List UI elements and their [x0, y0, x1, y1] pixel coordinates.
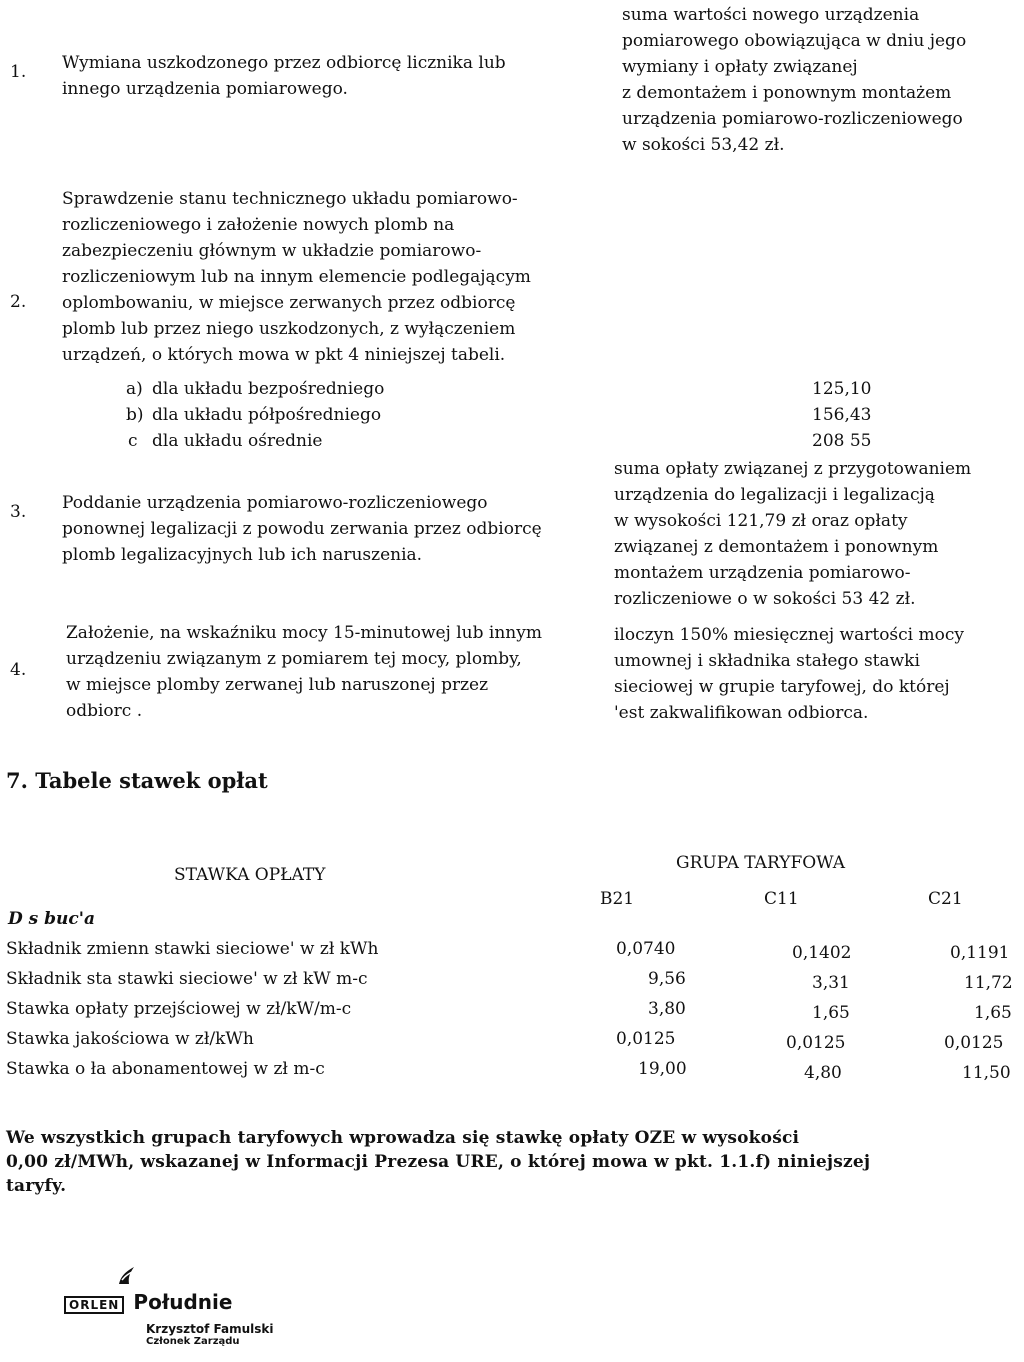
orlen-drop-icon [116, 1264, 138, 1290]
cell-c11: 4,80 [804, 1063, 842, 1083]
sub-item-c [0, 428, 1024, 454]
sub-item-text: dla układu bezpośredniego [152, 379, 385, 399]
sub-item-label: c [128, 431, 138, 451]
item-2-sub-items [0, 376, 1024, 454]
item-2-description-line: Sprawdzenie stanu technicznego układu pomiarowo- [62, 189, 518, 209]
rates-table [0, 936, 1024, 1086]
cell-c11: 0,0125 [786, 1033, 846, 1053]
item-3-fee-line: urządzenia do legalizacji i legalizacją [614, 485, 935, 505]
stawka-label: STAWKA OPŁATY [174, 865, 326, 885]
item-3-fee [614, 456, 971, 612]
sub-item-text: dla układu półpośredniego [152, 405, 382, 425]
item-3-fee-line: montażem urządzenia pomiarowo- [614, 563, 911, 583]
logo-word: Południe [133, 1290, 233, 1314]
table-row [0, 966, 1024, 996]
item-1-description [62, 50, 506, 102]
cell-b21: 0,0740 [616, 939, 676, 959]
item-2-description-line: rozliczeniowego i założenie nowych plomb na [62, 215, 455, 235]
cell-c11: 1,65 [812, 1003, 850, 1023]
item-1-fee [622, 2, 966, 158]
item-1-description-line: Wymiana uszkodzonego przez odbiorcę licznika lub [62, 53, 506, 73]
group-c11: C11 [764, 889, 799, 909]
note-line: taryfy. [6, 1176, 67, 1196]
item-4-fee-line: 'est zakwalifikowan odbiorca. [614, 703, 869, 723]
sub-item-value: 156,43 [812, 405, 872, 425]
row-label: Stawka jakościowa w zł/kWh [6, 1029, 254, 1049]
item-4-fee-line: umownej i składnika stałego stawki [614, 651, 920, 671]
item-3-description-line: ponownej legalizacji z powodu zerwania przez odbiorcę [62, 519, 542, 539]
item-2-description [62, 186, 531, 368]
table-row [0, 1026, 1024, 1056]
row-label: Składnik zmienn stawki sieciowe' w zł kWh [6, 939, 379, 959]
note-line: We wszystkich grupach taryfowych wprowadza się stawkę opłaty OZE w wysokości [6, 1128, 800, 1148]
item-4-number: 4. [10, 660, 27, 680]
item-3-fee-line: suma opłaty związanej z przygotowaniem [614, 459, 972, 479]
item-2-description-line: plomb lub przez niego uszkodzonych, z wyłączeniem [62, 319, 516, 339]
item-3-description-line: plomb legalizacyjnych lub ich naruszenia. [62, 545, 423, 565]
table-row [0, 1056, 1024, 1086]
cell-c11: 3,31 [812, 973, 850, 993]
item-2-description-line: rozliczeniowym lub na innym elemencie podlegającym [62, 267, 531, 287]
item-4-fee-line: iloczyn 150% miesięcznej wartości mocy [614, 625, 964, 645]
item-3-fee-line: związanej z demontażem i ponownym [614, 537, 939, 557]
item-3-description-line: Poddanie urządzenia pomiarowo-rozliczeniowego [62, 493, 488, 513]
sub-item-b [0, 402, 1024, 428]
item-4-description-line: Założenie, na wskaźniku mocy 15-minutowej lub innym [66, 623, 542, 643]
sub-item-value: 125,10 [812, 379, 872, 399]
item-3-fee-line: rozliczeniowe o w sokości 53 42 zł. [614, 589, 916, 609]
cell-c11: 0,1402 [792, 943, 852, 963]
cell-c21: 11,72 [964, 973, 1013, 993]
item-3-description [62, 490, 542, 568]
item-4-description [66, 620, 542, 724]
row-label: Stawka opłaty przejściowej w zł/kW/m-c [6, 999, 352, 1019]
item-1-fee-line: suma wartości nowego urządzenia [622, 5, 920, 25]
sub-item-a [0, 376, 1024, 402]
cell-c21: 11,50 [962, 1063, 1011, 1083]
table-row [0, 936, 1024, 966]
cell-c21: 0,0125 [944, 1033, 1004, 1053]
section-heading: 7. Tabele stawek opłat [6, 768, 268, 793]
item-1-fee-line: pomiarowego obowiązująca w dniu jego [622, 31, 967, 51]
item-1-description-line: innego urządzenia pomiarowego. [62, 79, 348, 99]
item-4-description-line: odbiorc . [66, 701, 143, 721]
item-2-description-line: urządzeń, o których mowa w pkt 4 niniejszej tabeli. [62, 345, 506, 365]
row-label: Składnik sta stawki sieciowe' w zł kW m-c [6, 969, 368, 989]
sub-item-label: a) [126, 379, 143, 399]
cell-b21: 9,56 [648, 969, 686, 989]
dist-label: D s buc'a [8, 909, 95, 929]
group-c21: C21 [928, 889, 963, 909]
cell-b21: 19,00 [638, 1059, 687, 1079]
table-row [0, 996, 1024, 1026]
cell-b21: 3,80 [648, 999, 686, 1019]
cell-c21: 0,1191 [950, 943, 1010, 963]
oze-note [6, 1126, 1018, 1198]
item-4-description-line: w miejsce plomby zerwanej lub naruszonej przez [66, 675, 489, 695]
item-2-number: 2. [10, 292, 27, 312]
group-label: GRUPA TARYFOWA [676, 853, 846, 873]
item-4-fee-line: sieciowej w grupie taryfowej, do której [614, 677, 950, 697]
item-2-description-line: zabezpieczeniu głównym w układzie pomiarowo- [62, 241, 482, 261]
group-b21: B21 [600, 889, 635, 909]
sub-item-label: b) [126, 405, 144, 425]
item-2-description-line: oplombowaniu, w miejsce zerwanych przez odbiorcę [62, 293, 516, 313]
item-3-fee-line: w wysokości 121,79 zł oraz opłaty [614, 511, 908, 531]
sub-item-value: 208 55 [812, 431, 872, 451]
row-label: Stawka o ła abonamentowej w zł m-c [6, 1059, 325, 1079]
item-1-fee-line: wymiany i opłaty związanej [622, 57, 858, 77]
item-1-fee-line: w sokości 53,42 zł. [622, 135, 785, 155]
cell-b21: 0,0125 [616, 1029, 676, 1049]
signature-role: Członek Zarządu [146, 1336, 240, 1347]
item-4-fee [614, 622, 964, 726]
company-logo [64, 1290, 232, 1314]
signature-name: Krzysztof Famulski [146, 1322, 274, 1336]
note-line: 0,00 zł/MWh, wskazanej w Informacji Prezesa URE, o której mowa w pkt. 1.1.f) niniejszej [6, 1152, 871, 1172]
signature-stamp [146, 1322, 274, 1347]
item-4-description-line: urządzeniu związanym z pomiarem tej mocy, plomby, [66, 649, 522, 669]
logo-box: ORLEN [64, 1296, 124, 1314]
item-1-number: 1. [10, 62, 27, 82]
item-1-fee-line: z demontażem i ponownym montażem [622, 83, 952, 103]
item-3-number: 3. [10, 502, 27, 522]
item-1-fee-line: urządzenia pomiarowo-rozliczeniowego [622, 109, 963, 129]
sub-item-text: dla układu ośrednie [152, 431, 323, 451]
cell-c21: 1,65 [974, 1003, 1012, 1023]
